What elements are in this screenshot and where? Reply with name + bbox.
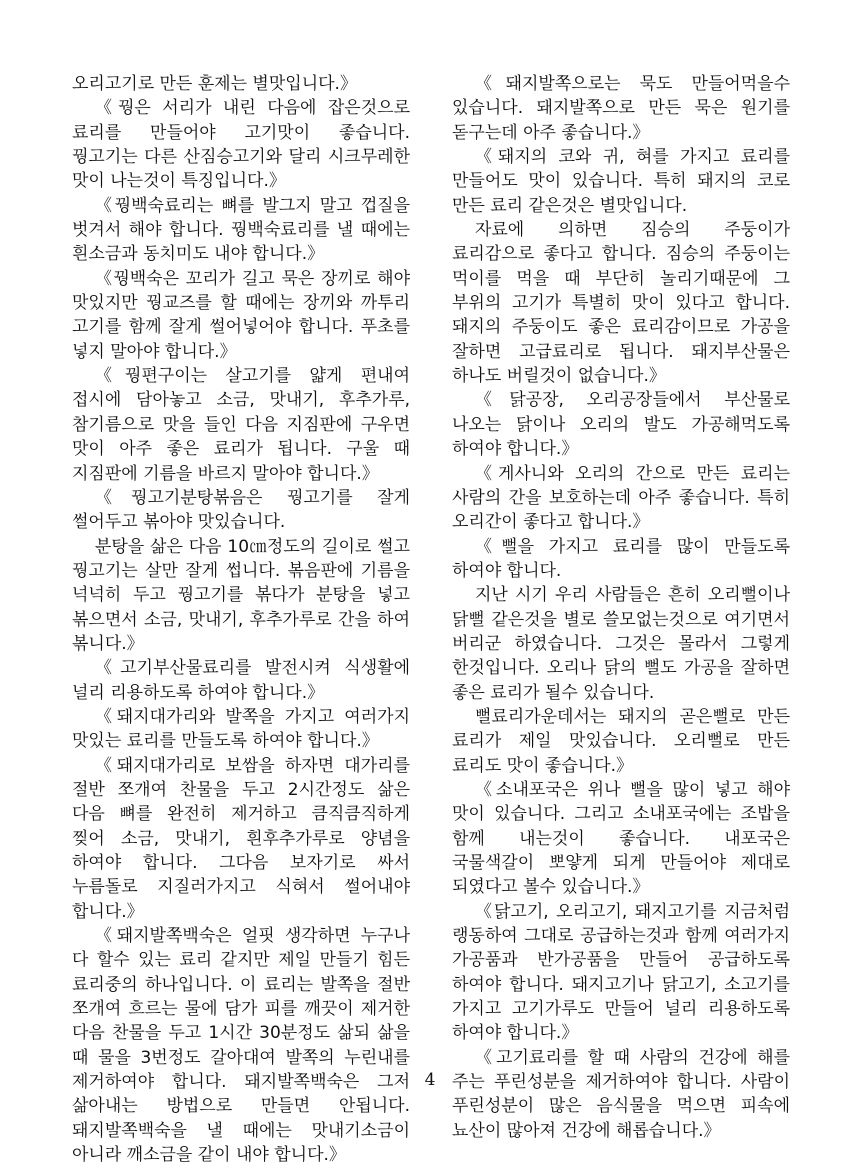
- paragraph: 《꿩고기분탕볶음은 꿩고기를 잘게 썰어두고 볶아야 맛있습니다.: [72, 487, 410, 533]
- paragraph: 지난 시기 우리 사람들은 흔히 오리뻘이나 닭뻘 같은것을 별로 쓸모없는것으로 여기면서 버리군 하였습니다. 그것은 몰라서 그렇게 한것입니다. 오리나 닭의 뻘도 가공을 잘하면 좋은 료리가 될수 있습니다.: [452, 585, 790, 703]
- paragraph: 《뻘을 가지고 료리를 많이 만들도록 하여야 합니다.: [452, 536, 790, 581]
- paragraph: 자료에 의하면 짐승의 주둥이가 료리감으로 좋다고 합니다. 짐승의 주둥이는 먹이를 먹을 때 부단히 놀리기때문에 그 부위의 고기가 특별히 맛이 있다고 합니다. 돼지의 주둥이도 좋은 료리감이므로 가공을 잘하면 고급료리로 됩니다. 돼지부산물은 하나도 버릴것이 없습니다.》: [452, 220, 790, 387]
- paragraph: 《돼지대가리로 보쌈을 하자면 대가리를 절반 쪼개여 찬물을 두고 2시간정도 삶은 다음 뼈를 완전히 제거하고 큼직큼직하게 찢어 소금, 맛내기, 흰후추가루로 양념을 하여야 합니다. 그다음 보자기로 싸서 누름돌로 지질러가지고 식혀서 썰어내야 합니다.》: [72, 755, 410, 922]
- paragraph: 《돼지발쪽백숙은 얼핏 생각하면 누구나 다 할수 있는 료리 같지만 제일 만들기 힘든 료리중의 하나입니다. 이 료리는 발쪽을 절반 쪼개여 흐르는 물에 담가 피를 깨끗이 제거한 다음 찬물을 두고 1시간 30분정도 삶되 삶을 때 물을 3번정도 갈아대여 발쪽의 누린내를 제거하여야 합니다. 돼지발쪽백숙은 그저 삶아내는 방법으로 만들면 안됩니다. 돼지발쪽백숙을 낼 때에는 맛내기소금이 아니라 깨소금을 같이 내야 합니다.》: [72, 926, 410, 1166]
- paragraph: 분탕을 삶은 다음 10㎝정도의 길이로 썰고 꿩고기는 살만 잘게 썹니다. 볶음판에 기름을 넉넉히 두고 꿩고기를 볶다가 분탕을 넣고 볶으면서 소금, 맛내기, 후추가루로 간을 하여 볶니다.》: [72, 536, 410, 654]
- paragraph: 《돼지대가리와 발쪽을 가지고 여러가지 맛있는 료리를 만들도록 하여야 합니다.》: [72, 706, 410, 752]
- paragraph: 《꿩백숙은 꼬리가 길고 묵은 장끼로 해야 맛있지만 꿩교즈를 할 때에는 장끼와 까투리 고기를 함께 잘게 썰어넣어야 합니다. 푸초를 넣지 말아야 합니다.》: [72, 268, 410, 362]
- paragraph: 《돼지발쪽으로는 묵도 만들어먹을수 있습니다. 돼지발쪽으로 만든 묵은 원기를 돋구는데 아주 좋습니다.》: [452, 74, 790, 143]
- paragraph: 《닭공장, 오리공장들에서 부산물로 나오는 닭이나 오리의 발도 가공해먹도록 하여야 합니다.》: [452, 390, 790, 460]
- paragraph: 《꿩은 서리가 내린 다음에 잡은것으로 료리를 만들어야 고기맛이 좋습니다. 꿩고기는 다른 산짐승고기와 달리 시크무레한 맛이 나는것이 특징입니다.》: [72, 98, 410, 192]
- paragraph: 《돼지의 코와 귀, 혀를 가지고 료리를 만들어도 맛이 있습니다. 특히 돼지의 코로 만든 료리 같은것은 별맛입니다.: [452, 147, 790, 216]
- paragraph: 뻘료리가운데서는 돼지의 곧은뻘로 만든 료리가 제일 맛있습니다. 오리뻘로 만든 료리도 맛이 좋습니다.》: [452, 706, 790, 776]
- paragraph: 《꿩백숙료리는 뼈를 발그지 말고 껍질을 벗겨서 해야 합니다. 꿩백숙료리를 낼 때에는 흰소금과 동치미도 내야 합니다.》: [72, 195, 410, 265]
- paragraph: 오리고기로 만든 훈제는 별맛입니다.》: [72, 74, 357, 94]
- paragraph: 《고기부산물료리를 발전시켜 식생활에 널리 리용하도록 하여야 합니다.》: [72, 658, 410, 703]
- paragraph: 《고기료리를 할 때 사람의 건강에 해를 주는 푸린성분을 제거하여야 합니다. 사람이 푸린성분이 많은 음식물을 먹으면 피속에 뇨산이 많아져 건강에 해롭습니다.》: [452, 1047, 790, 1141]
- paragraph: 《게사니와 오리의 간으로 만든 료리는 사람의 간을 보호하는데 아주 좋습니다. 특히 오리간이 좋다고 합니다.》: [452, 463, 790, 533]
- left-column: [72, 72, 410, 1167]
- right-column: [452, 72, 790, 1143]
- page-number: 4: [424, 1070, 436, 1090]
- paragraph: 《소내포국은 위나 뻘을 많이 넣고 해야 맛이 있습니다. 그리고 소내포국에는 조밥을 함께 내는것이 좋습니다. 내포국은 국물색갈이 뽀얗게 되게 만들어야 제대로 되였다고 볼수 있습니다.》: [452, 779, 790, 898]
- paragraph: 《꿩편구이는 살고기를 얇게 편내여 접시에 담아놓고 소금, 맛내기, 후추가루, 참기름으로 맛을 들인 다음 지짐판에 구우면 맛이 아주 좋은 료리가 됩니다. 구울 때 지짐판에 기름을 바르지 말아야 합니다.》: [72, 366, 410, 484]
- paragraph: 《닭고기, 오리고기, 돼지고기를 지금처럼 랭동하여 그대로 공급하는것과 함께 여러가지 가공품과 반가공품을 만들어 공급하도록 하여야 합니다. 돼지고기나 닭고기, 소고기를 가지고 고기가루도 만들어 널리 리용하도록 하여야 합니다.》: [452, 901, 790, 1044]
